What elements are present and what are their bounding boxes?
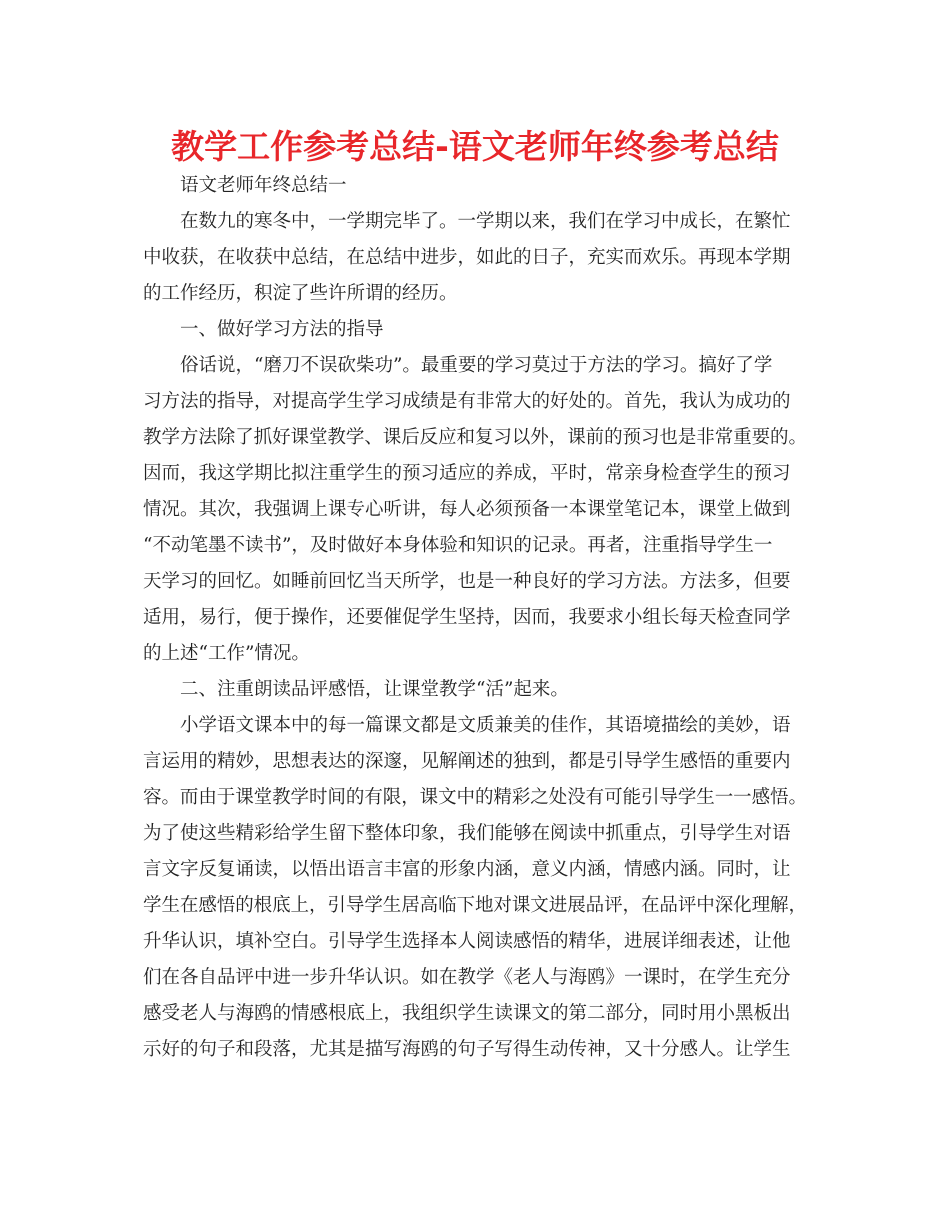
text-line: 一、做好学习方法的指导 (180, 319, 384, 340)
text-line: 升华认识，填补空白。引导学生选择本人阅读感悟的精华，进展详细表述，让他 (143, 931, 791, 952)
text-line: 言运用的精妙，思想表达的深邃，见解阐述的独到，都是引导学生感悟的重要内 (143, 751, 791, 772)
text-line: 言文字反复诵读，以悟出语言丰富的形象内涵，意义内涵，情感内涵。同时，让 (143, 859, 791, 880)
text-line: 情况。其次，我强调上课专心听讲，每人必须预备一本课堂笔记本，课堂上做到 (143, 499, 791, 520)
text-line: 因而，我这学期比拟注重学生的预习适应的养成，平时，常亲身检查学生的预习 (143, 463, 791, 484)
text-line: 二、注重朗读品评感悟，让课堂教学“活”起来。 (180, 679, 569, 700)
text-line: 习方法的指导，对提高学生学习成绩是有非常大的好处的。首先，我认为成功的 (143, 391, 791, 412)
text-line: 教学方法除了抓好课堂教学、课后反应和复习以外，课前的预习也是非常重要的。 (143, 427, 807, 448)
text-line: 中收获，在收获中总结，在总结中进步，如此的日子，充实而欢乐。再现本学期 (143, 247, 791, 268)
text-line: 的工作经历，积淀了些许所谓的经历。 (143, 283, 458, 304)
text-line: 感受老人与海鸥的情感根底上，我组织学生读课文的第二部分，同时用小黑板出 (143, 1003, 791, 1024)
text-line: 天学习的回忆。如睡前回忆当天所学，也是一种良好的学习方法。方法多，但要 (143, 571, 791, 592)
text-line: 容。而由于课堂教学时间的有限，课文中的精彩之处没有可能引导学生一一感悟。 (143, 787, 807, 808)
text-line: “不动笔墨不读书”，及时做好本身体验和知识的记录。再者，注重指导学生一 (143, 535, 773, 556)
text-line: 小学语文课本中的每一篇课文都是文质兼美的佳作，其语境描绘的美妙，语 (180, 715, 791, 736)
text-line: 俗话说，“磨刀不误砍柴功”。最重要的学习莫过于方法的学习。搞好了学 (180, 355, 773, 376)
text-line: 在数九的寒冬中，一学期完毕了。一学期以来，我们在学习中成长，在繁忙 (180, 211, 791, 232)
document-title: 教学工作参考总结-语文老师年终参考总结 (171, 127, 779, 166)
document-body (143, 168, 807, 1068)
text-line: 示好的句子和段落，尤其是描写海鸥的句子写得生动传神，又十分感人。让学生 (143, 1039, 791, 1060)
text-line: 们在各自品评中进一步升华认识。如在教学《老人与海鸥》一课时，在学生充分 (143, 967, 791, 988)
text-line: 为了使这些精彩给学生留下整体印象，我们能够在阅读中抓重点，引导学生对语 (143, 823, 791, 844)
text-line: 适用，易行，便于操作，还要催促学生坚持，因而，我要求小组长每天检查同学 (143, 607, 791, 628)
text-line: 学生在感悟的根底上，引导学生居高临下地对课文进展品评，在品评中深化理解， (143, 895, 807, 916)
text-line: 语文老师年终总结一 (180, 175, 347, 196)
text-line: 的上述“工作”情况。 (143, 643, 310, 664)
